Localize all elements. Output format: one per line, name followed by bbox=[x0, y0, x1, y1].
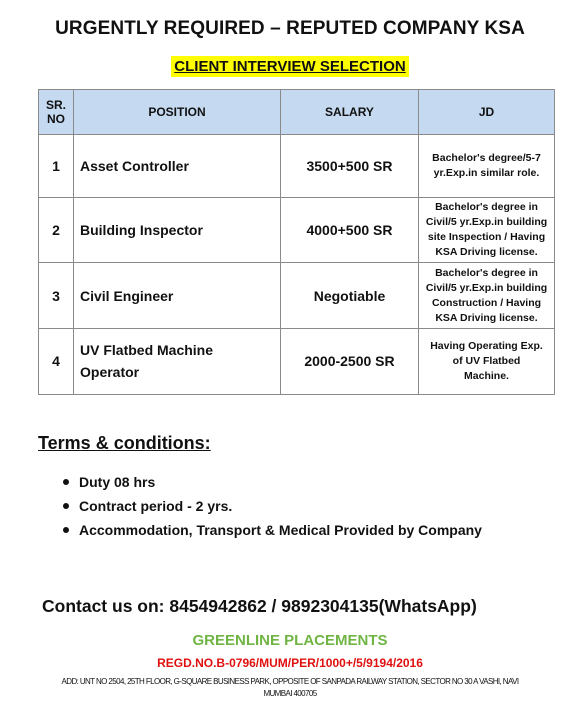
row-jd bbox=[419, 263, 555, 328]
row-salary: Negotiable bbox=[281, 263, 419, 328]
row-jd bbox=[419, 135, 555, 198]
header-sr-line2: NO bbox=[47, 112, 65, 126]
term-text: Duty 08 hrs bbox=[79, 474, 156, 490]
list-item bbox=[38, 470, 482, 494]
term-text: Accommodation, Transport & Medical Provided by Company bbox=[79, 522, 482, 538]
table-row bbox=[39, 135, 555, 198]
positions-table bbox=[38, 89, 555, 395]
row-position-line: Asset Controller bbox=[80, 158, 189, 175]
row-jd-line: Machine. bbox=[464, 369, 509, 382]
bullet-icon bbox=[63, 479, 69, 485]
row-jd-line: Civil/5 yr.Exp.in building bbox=[425, 281, 548, 294]
list-item bbox=[38, 518, 482, 542]
row-jd-line: KSA Driving license. bbox=[435, 311, 538, 324]
address-line: ADD: UNT NO 2504, 25TH FLOOR, G-SQUARE BUSINESS PARK, OPPOSITE OF SANPADA RAILWAY STATION, SECTOR NO 30 A VASHI, NAVI bbox=[61, 677, 519, 686]
header-sr-no bbox=[39, 90, 74, 135]
row-salary: 4000+500 SR bbox=[281, 198, 419, 263]
row-position bbox=[74, 328, 281, 394]
header-position: POSITION bbox=[74, 90, 281, 135]
company-address bbox=[50, 676, 530, 700]
row-position bbox=[74, 198, 281, 263]
address-line: MUMBAI 400705 bbox=[263, 689, 317, 698]
subtitle-wrapper bbox=[0, 56, 580, 77]
company-name: GREENLINE PLACEMENTS bbox=[192, 632, 388, 649]
bullet-icon bbox=[63, 527, 69, 533]
row-jd-line: Bachelor's degree/5-7 bbox=[432, 152, 541, 165]
row-salary: 3500+500 SR bbox=[281, 135, 419, 198]
registration-number: REGD.NO.B-0796/MUM/PER/1000+/5/9194/2016 bbox=[157, 656, 423, 670]
row-jd-line: KSA Driving license. bbox=[435, 246, 538, 259]
row-salary: 2000-2500 SR bbox=[281, 328, 419, 394]
header-jd: JD bbox=[419, 90, 555, 135]
row-sr: 4 bbox=[39, 328, 74, 394]
table-row bbox=[39, 263, 555, 328]
contact-line: Contact us on: 8454942862 / 9892304135(WhatsApp) bbox=[42, 596, 477, 616]
row-position bbox=[74, 135, 281, 198]
row-jd-line: Having Operating Exp. bbox=[430, 339, 543, 352]
row-jd-line: Construction / Having bbox=[431, 296, 542, 309]
row-position-line: Operator bbox=[80, 364, 140, 381]
table-row bbox=[39, 328, 555, 394]
row-sr: 2 bbox=[39, 198, 74, 263]
row-jd-line: Civil/5 yr.Exp.in building bbox=[425, 216, 548, 229]
page-title: URGENTLY REQUIRED – REPUTED COMPANY KSA bbox=[55, 18, 525, 39]
row-jd-line: Bachelor's degree in bbox=[435, 201, 538, 214]
header-sr-line1: SR. bbox=[45, 98, 66, 112]
header-salary: SALARY bbox=[281, 90, 419, 135]
row-jd-line: site Inspection / Having bbox=[427, 231, 546, 244]
row-position-line: Building Inspector bbox=[80, 222, 203, 239]
table-header-row bbox=[39, 90, 555, 135]
bullet-icon bbox=[63, 503, 69, 509]
term-text: Contract period - 2 yrs. bbox=[79, 498, 233, 514]
client-interview-subtitle: CLIENT INTERVIEW SELECTION bbox=[171, 56, 408, 77]
row-jd-line: Bachelor's degree in bbox=[435, 266, 538, 279]
table-row bbox=[39, 198, 555, 263]
row-sr: 3 bbox=[39, 263, 74, 328]
terms-heading: Terms & conditions: bbox=[38, 433, 211, 453]
row-sr: 1 bbox=[39, 135, 74, 198]
terms-list bbox=[38, 470, 482, 542]
row-position-line: UV Flatbed Machine bbox=[80, 342, 214, 359]
row-jd bbox=[419, 198, 555, 263]
row-jd bbox=[419, 328, 555, 394]
row-jd-line: yr.Exp.in similar role. bbox=[433, 167, 540, 180]
row-position-line: Civil Engineer bbox=[80, 287, 174, 304]
row-position bbox=[74, 263, 281, 328]
row-jd-line: of UV Flatbed bbox=[452, 354, 521, 367]
list-item bbox=[38, 494, 482, 518]
